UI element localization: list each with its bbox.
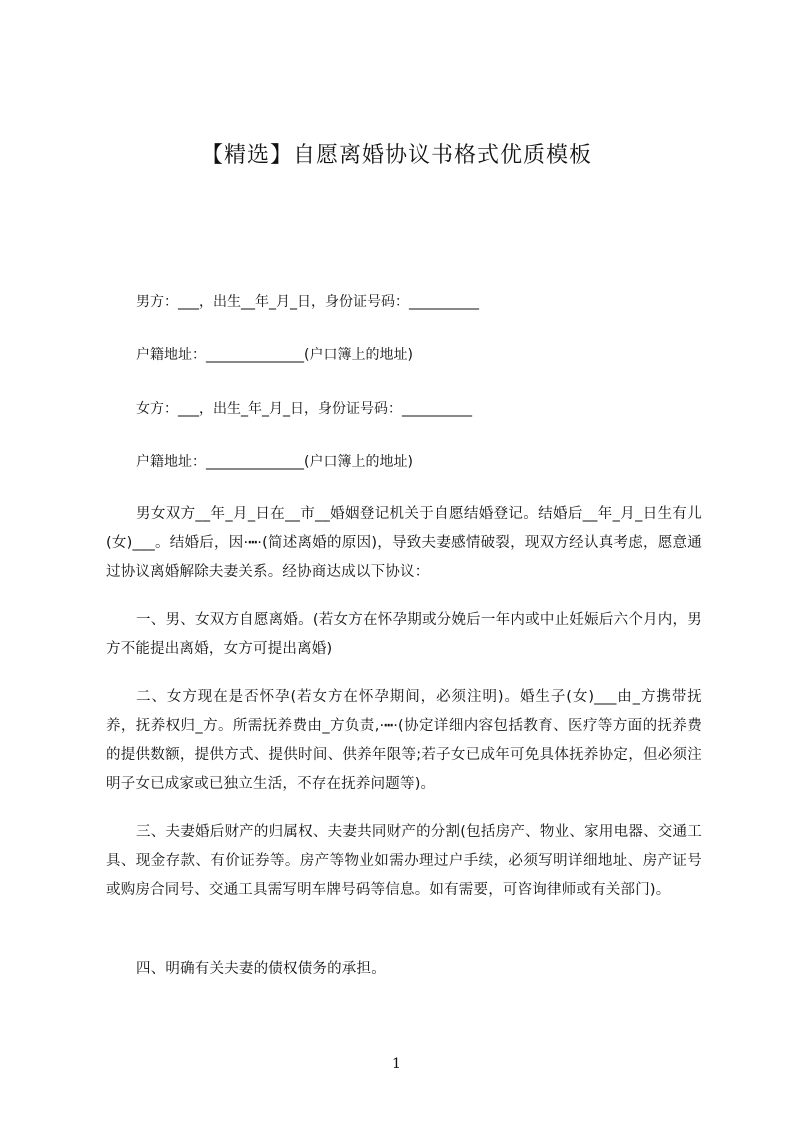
document-title: 【精选】自愿离婚协议书格式优质模板 [200,143,592,168]
male-address-line: 户籍地址：______________(户口簿上的地址) [136,347,413,363]
intro-paragraph: 男女双方__年_月_日在__市__婚姻登记机关于自愿结婚登记。结婚后__年_月_日生有儿(女)___。结婚后，因·┅·(简述离婚的原因)，导致夫妻感情破裂，现双方经认真考虑，愿意通过协议离婚解除夫妻关系。经协商达成以下协议： [106,506,702,580]
female-address-line: 户籍地址：______________(户口簿上的地址) [136,454,413,470]
clause-3-paragraph: 三、夫妻婚后财产的归属权、夫妻共同财产的分割(包括房产、物业、家用电器、交通工具、现金存款、有价证券等。房产等物业如需办理过户手续，必须写明详细地址、房产证号或购房合同号、交通工具需写明车牌号码等信息。如有需要，可咨询律师或有关部门)。 [106,824,702,898]
page-number: 1 [392,1056,401,1072]
female-info-line: 女方：___，出生_年_月_日，身份证号码：__________ [136,401,472,417]
male-info-line: 男方：___，出生__年_月_日，身份证号码：__________ [136,294,479,310]
clause-4-paragraph: 四、明确有关夫妻的债权债务的承担。 [136,961,386,977]
clause-1-paragraph: 一、男、女双方自愿离婚。(若女方在怀孕期或分娩后一年内或中止妊娠后六个月内，男方不能提出离婚，女方可提出离婚) [106,612,702,657]
clause-2-paragraph: 二、女方现在是否怀孕(若女方在怀孕期间，必须注明)。婚生子(女)___由_方携带抚养，抚养权归_方。所需抚养费由_方负责,·┅·(协定详细内容包括教育、医疗等方面的抚养费的提供数额，提供方式、提供时间、供养年限等;若子女已成年可免具体抚养协定，但必须注明子女已成家或已独立生活，不存在抚养问题等)。 [106,689,702,792]
